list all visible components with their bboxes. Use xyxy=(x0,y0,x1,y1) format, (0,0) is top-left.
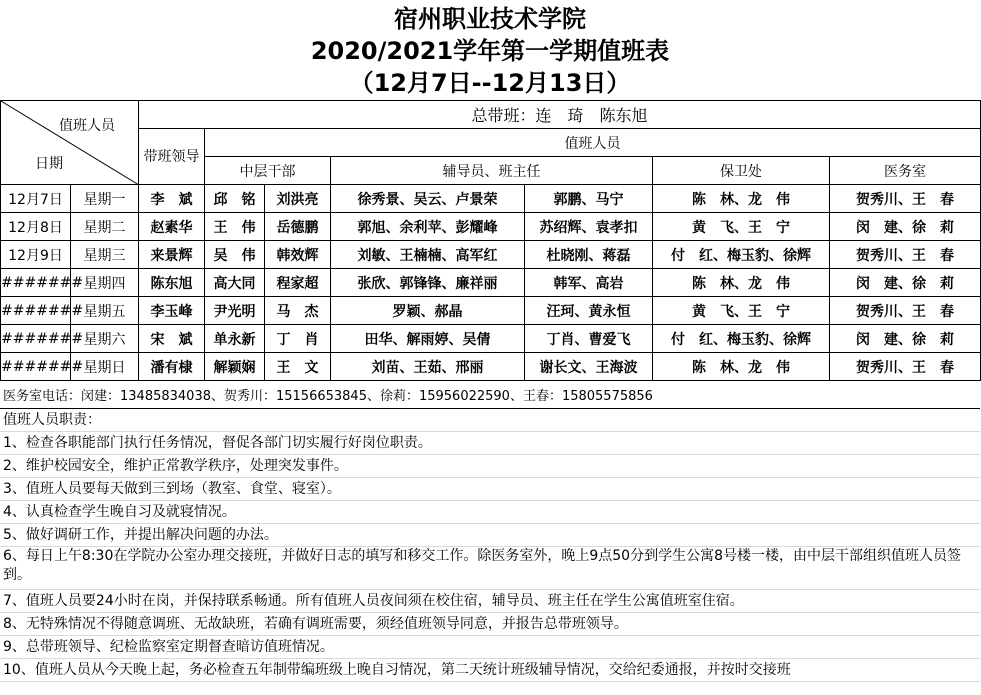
cell-weekday: 星期五 xyxy=(71,297,139,325)
cell-cadre1: 尹光明 xyxy=(205,297,265,325)
cell-weekday: 星期日 xyxy=(71,353,139,381)
cell-counselor2: 丁肖、曹爱飞 xyxy=(525,325,653,353)
cell-weekday: 星期一 xyxy=(71,185,139,213)
diagonal-line xyxy=(1,101,139,185)
duty-item: 1、检查各职能部门执行任务情况，督促各部门切实履行好岗位职责。 xyxy=(0,432,980,455)
cell-date: 12月8日 xyxy=(1,213,71,241)
title-schedule: 2020/2021学年第一学期值班表 xyxy=(310,37,670,65)
duty-item: 7、值班人员要24小时在岗，并保持联系畅通。所有值班人员夜间须在校住宿，辅导员、班主任在学生公寓值班室住宿。 xyxy=(0,590,980,613)
cell-leader: 来景辉 xyxy=(139,241,205,269)
cell-cadre2: 马 杰 xyxy=(265,297,331,325)
cell-counselor2: 苏绍辉、袁孝扣 xyxy=(525,213,653,241)
duty-item: 10、值班人员从今天晚上起，务必检查五年制带编班级上晚自习情况，第二天统计班级辅导情况，交给纪委通报，并按时交接班 xyxy=(0,659,980,682)
cell-date: ####### xyxy=(1,269,71,297)
table-row xyxy=(1,241,981,269)
cell-counselor1: 刘苗、王茹、邢丽 xyxy=(331,353,525,381)
table-row xyxy=(1,297,981,325)
cell-date: 12月7日 xyxy=(1,185,71,213)
cell-counselor1: 徐秀景、吴云、卢景荣 xyxy=(331,185,525,213)
cell-counselor2: 韩军、高岩 xyxy=(525,269,653,297)
cell-cadre2: 王 文 xyxy=(265,353,331,381)
cell-cadre1: 解颖娴 xyxy=(205,353,265,381)
cell-clinic: 贺秀川、王 春 xyxy=(830,353,981,381)
cell-counselor1: 刘敏、王楠楠、高军红 xyxy=(331,241,525,269)
table-row xyxy=(1,325,981,353)
table-row xyxy=(1,353,981,381)
leader-header: 带班领导 xyxy=(139,129,205,185)
cell-clinic: 贺秀川、王 春 xyxy=(830,185,981,213)
cell-cadre2: 韩效辉 xyxy=(265,241,331,269)
cell-counselor2: 杜晓刚、蒋磊 xyxy=(525,241,653,269)
cell-security: 黄 飞、王 宁 xyxy=(653,213,830,241)
cell-cadre1: 单永新 xyxy=(205,325,265,353)
cell-security: 陈 林、龙 伟 xyxy=(653,269,830,297)
cell-cadre1: 邱 铭 xyxy=(205,185,265,213)
duty-staff-header: 值班人员 xyxy=(205,129,981,157)
cell-weekday: 星期四 xyxy=(71,269,139,297)
cell-cadre2: 丁 肖 xyxy=(265,325,331,353)
duty-item: 9、总带班领导、纪检监察室定期督查暗访值班情况。 xyxy=(0,636,980,659)
duty-item: 4、认真检查学生晚自习及就寝情况。 xyxy=(0,501,980,524)
table-row xyxy=(1,269,981,297)
cell-date: ####### xyxy=(1,297,71,325)
duties-title: 值班人员职责： xyxy=(0,409,980,432)
cell-clinic: 贺秀川、王 春 xyxy=(830,297,981,325)
duty-item: 6、每日上午8:30在学院办公室办理交接班，并做好日志的填写和移交工作。除医务室外，晚上9点50分到学生公寓8号楼一楼，由中层干部组织值班人员签到。 xyxy=(0,547,980,590)
cell-cadre2: 程家超 xyxy=(265,269,331,297)
cell-clinic: 闵 建、徐 莉 xyxy=(830,213,981,241)
cell-cadre2: 刘洪亮 xyxy=(265,185,331,213)
cell-weekday: 星期三 xyxy=(71,241,139,269)
cell-counselor1: 张欣、郭锋锋、廉祥丽 xyxy=(331,269,525,297)
cell-counselor2: 郭鹏、马宁 xyxy=(525,185,653,213)
corner-label-date: 日期 xyxy=(35,156,63,172)
cell-security: 付 红、梅玉豹、徐辉 xyxy=(653,241,830,269)
cell-security: 陈 林、龙 伟 xyxy=(653,353,830,381)
cell-weekday: 星期六 xyxy=(71,325,139,353)
cell-counselor1: 罗颖、郝晶 xyxy=(331,297,525,325)
cell-leader: 李 斌 xyxy=(139,185,205,213)
cell-leader: 陈东旭 xyxy=(139,269,205,297)
clinic-phone-line: 医务室电话：闵建：13485834038、贺秀川：15156653845、徐莉：15956022590、王春：15805575856 xyxy=(0,386,980,409)
cell-cadre1: 王 伟 xyxy=(205,213,265,241)
duty-item: 2、维护校园安全，维护正常教学秩序，处理突发事件。 xyxy=(0,455,980,478)
cell-leader: 宋 斌 xyxy=(139,325,205,353)
cell-date: ####### xyxy=(1,353,71,381)
cell-cadre2: 岳德鹏 xyxy=(265,213,331,241)
cadre-header: 中层干部 xyxy=(205,157,331,185)
cell-leader: 李玉峰 xyxy=(139,297,205,325)
clinic-header: 医务室 xyxy=(830,157,981,185)
security-header: 保卫处 xyxy=(653,157,830,185)
cell-weekday: 星期二 xyxy=(71,213,139,241)
duty-item: 5、做好调研工作，并提出解决问题的办法。 xyxy=(0,524,980,547)
cell-date: ####### xyxy=(1,325,71,353)
table-row xyxy=(1,185,981,213)
cell-security: 付 红、梅玉豹、徐辉 xyxy=(653,325,830,353)
title-school: 宿州职业技术学院 xyxy=(394,5,586,33)
duty-schedule-table xyxy=(0,100,981,381)
cell-counselor2: 谢长文、王海波 xyxy=(525,353,653,381)
notes-section xyxy=(0,386,980,682)
cell-clinic: 贺秀川、王 春 xyxy=(830,241,981,269)
duty-item: 8、无特殊情况不得随意调班、无故缺班，若确有调班需要，须经值班领导同意，并报告总带班领导。 xyxy=(0,613,980,636)
cell-security: 黄 飞、王 宁 xyxy=(653,297,830,325)
counselor-header: 辅导员、班主任 xyxy=(331,157,653,185)
cell-counselor1: 郭旭、余利苹、彭耀峰 xyxy=(331,213,525,241)
cell-security: 陈 林、龙 伟 xyxy=(653,185,830,213)
total-duty-cell: 总带班：连 琦 陈东旭 xyxy=(139,101,981,129)
cell-date: 12月9日 xyxy=(1,241,71,269)
cell-cadre1: 高大同 xyxy=(205,269,265,297)
corner-label-staff: 值班人员 xyxy=(59,118,115,134)
cell-clinic: 闵 建、徐 莉 xyxy=(830,325,981,353)
cell-cadre1: 吴 伟 xyxy=(205,241,265,269)
header-corner-cell xyxy=(1,101,139,185)
cell-counselor1: 田华、解雨婷、吴倩 xyxy=(331,325,525,353)
table-row xyxy=(1,213,981,241)
title-date-range: （12月7日--12月13日） xyxy=(349,69,631,97)
duty-item: 3、值班人员要每天做到三到场（教室、食堂、寝室）。 xyxy=(0,478,980,501)
cell-clinic: 闵 建、徐 莉 xyxy=(830,269,981,297)
cell-counselor2: 汪珂、黄永恒 xyxy=(525,297,653,325)
cell-leader: 赵素华 xyxy=(139,213,205,241)
cell-leader: 潘有棣 xyxy=(139,353,205,381)
